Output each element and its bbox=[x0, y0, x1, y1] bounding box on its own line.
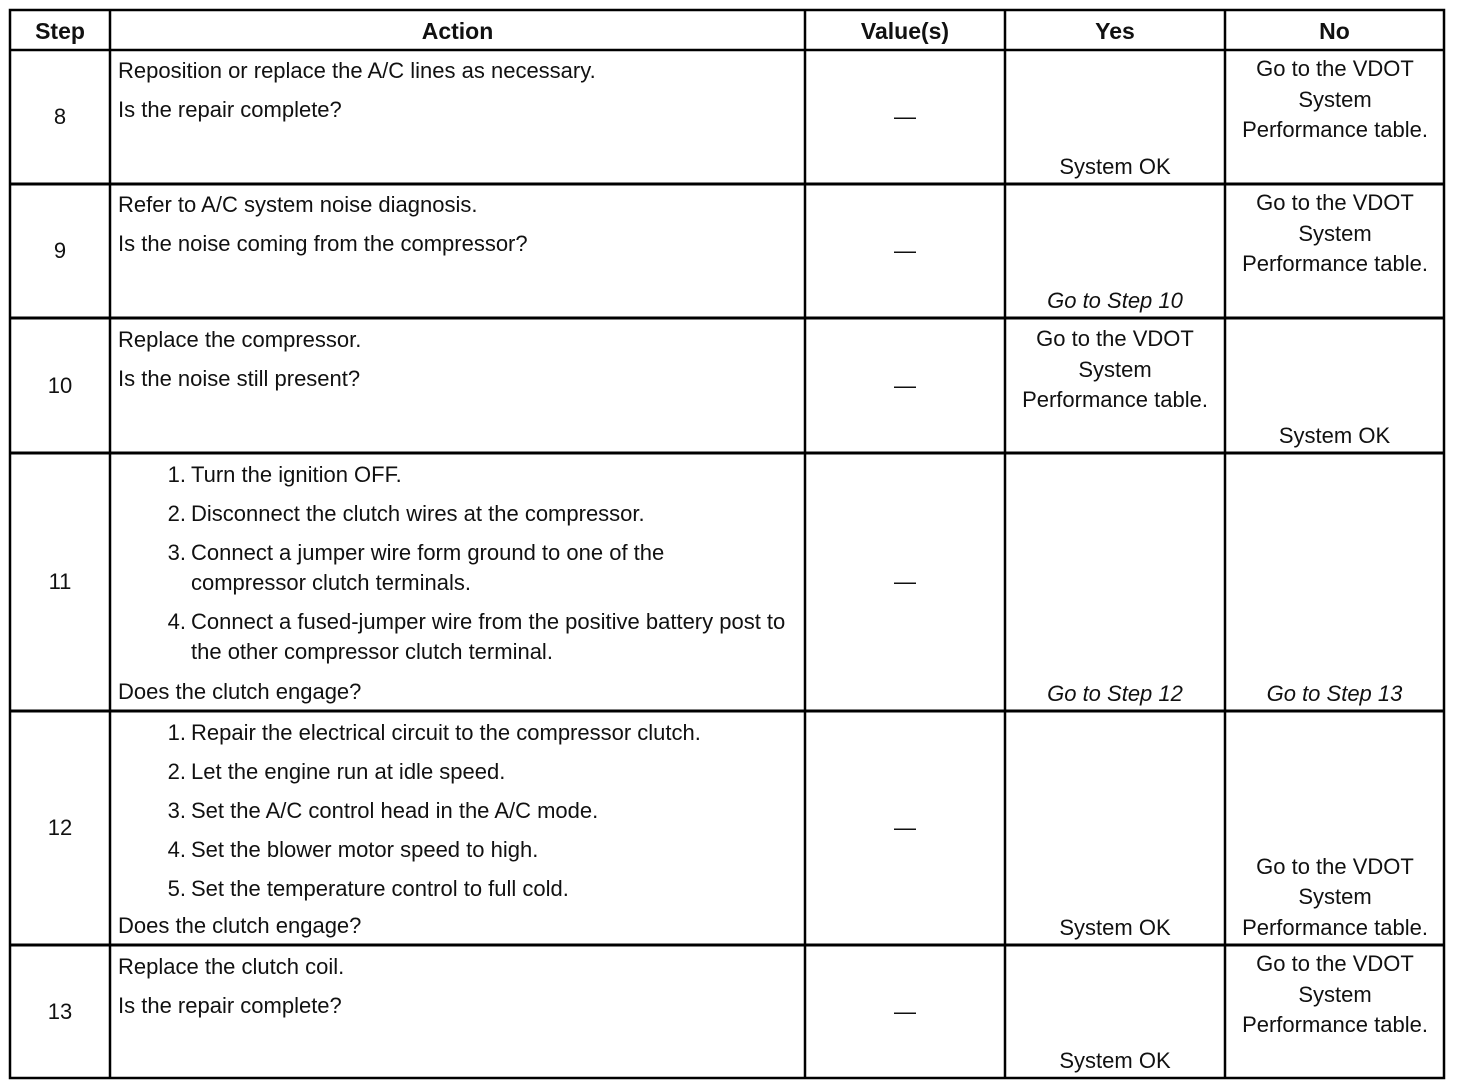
list-item-text: Repair the electrical circuit to the compressor clutch. bbox=[191, 720, 701, 745]
list-item: 3. Set the A/C control head in the A/C mode. bbox=[167, 798, 599, 823]
yes-cell: Go to the VDOT System Performance table. bbox=[1022, 326, 1208, 412]
header-action: Action bbox=[421, 17, 494, 44]
header-values: Value(s) bbox=[860, 17, 950, 44]
action-question: Is the noise still present? bbox=[118, 366, 361, 391]
value-cell: — bbox=[894, 238, 916, 263]
no-cell: System OK bbox=[1278, 422, 1391, 448]
action-cell bbox=[110, 321, 805, 453]
list-item: 1. Turn the ignition OFF. bbox=[167, 462, 402, 487]
step-number: 8 bbox=[53, 104, 67, 129]
action-question: Does the clutch engage? bbox=[118, 913, 362, 938]
no-cell: Go to the VDOT System Performance table. bbox=[1242, 853, 1428, 940]
list-item-text: Connect a jumper wire form ground to one of the compressor clutch terminals. bbox=[191, 540, 665, 595]
list-item: 2. Let the engine run at idle speed. bbox=[167, 759, 506, 784]
value-cell: — bbox=[894, 372, 916, 398]
action-question: Is the repair complete? bbox=[118, 97, 342, 122]
header-yes: Yes bbox=[1095, 17, 1135, 44]
action-line: Refer to A/C system noise diagnosis. bbox=[118, 192, 478, 217]
action-line: Replace the clutch coil. bbox=[118, 954, 345, 979]
no-cell: Go to the VDOT System Performance table. bbox=[1242, 190, 1428, 276]
action-cell bbox=[110, 52, 805, 184]
value-cell: — bbox=[894, 569, 916, 594]
action-cell bbox=[110, 186, 805, 318]
no-cell: Go to the VDOT System Performance table. bbox=[1242, 951, 1428, 1037]
yes-cell: Go to Step 12 bbox=[1047, 680, 1183, 706]
step-number: 13 bbox=[47, 998, 73, 1024]
list-item-text: Connect a fused-jumper wire from the positive battery post to the other compressor clutch terminal. bbox=[191, 609, 786, 664]
header-no: No bbox=[1319, 17, 1350, 44]
action-question: Does the clutch engage? bbox=[118, 679, 362, 704]
list-item-text: Let the engine run at idle speed. bbox=[191, 759, 506, 784]
list-item-text: Set the A/C control head in the A/C mode. bbox=[191, 798, 599, 823]
list-item: 2. Disconnect the clutch wires at the compressor. bbox=[167, 501, 645, 526]
action-line: Reposition or replace the A/C lines as necessary. bbox=[118, 58, 596, 83]
list-item: 4. Set the blower motor speed to high. bbox=[167, 837, 539, 862]
list-item-text: Turn the ignition OFF. bbox=[191, 462, 402, 487]
value-cell: — bbox=[894, 998, 916, 1024]
action-cell bbox=[110, 456, 805, 711]
step-number: 10 bbox=[47, 372, 73, 398]
action-question: Is the repair complete? bbox=[118, 993, 342, 1018]
step-number: 11 bbox=[48, 569, 72, 594]
list-item: 4. Connect a fused-jumper wire from the positive battery post to the other compressor clutch terminal. bbox=[167, 609, 786, 664]
yes-cell: System OK bbox=[1059, 1047, 1171, 1073]
action-steps-list bbox=[118, 460, 805, 667]
list-item: 5. Set the temperature control to full cold. bbox=[167, 876, 569, 901]
yes-cell: System OK bbox=[1059, 914, 1171, 940]
list-item: 3. Connect a jumper wire form ground to one of the compressor clutch terminals. bbox=[167, 540, 665, 595]
yes-cell: System OK bbox=[1059, 153, 1171, 179]
action-cell bbox=[110, 948, 805, 1078]
action-steps-list bbox=[118, 718, 805, 904]
step-number: 9 bbox=[53, 238, 67, 263]
step-number: 12 bbox=[47, 815, 73, 840]
list-item-text: Set the temperature control to full cold. bbox=[191, 876, 569, 901]
action-question: Is the noise coming from the compressor? bbox=[118, 231, 528, 256]
no-cell: Go to Step 13 bbox=[1266, 680, 1403, 706]
no-cell: Go to the VDOT System Performance table. bbox=[1242, 56, 1428, 142]
list-item-text: Disconnect the clutch wires at the compressor. bbox=[191, 501, 645, 526]
list-item-text: Set the blower motor speed to high. bbox=[191, 837, 539, 862]
list-item: 1. Repair the electrical circuit to the compressor clutch. bbox=[167, 720, 701, 745]
yes-cell: Go to Step 10 bbox=[1047, 287, 1183, 313]
header-step: Step bbox=[35, 17, 85, 44]
value-cell: — bbox=[894, 104, 916, 129]
action-cell bbox=[110, 714, 805, 945]
value-cell: — bbox=[894, 815, 916, 840]
action-line: Replace the compressor. bbox=[118, 327, 362, 352]
